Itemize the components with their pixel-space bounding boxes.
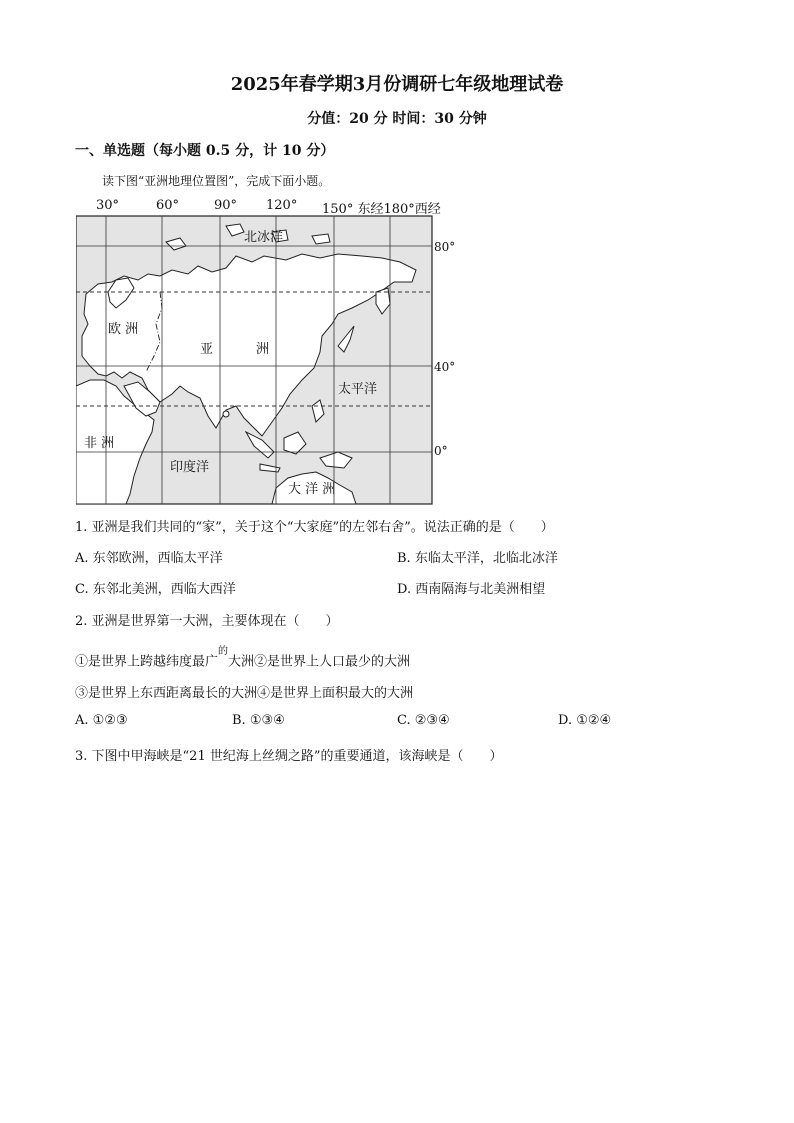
exam-title: 2025年春学期3月份调研七年级地理试卷: [230, 74, 564, 95]
statement-1-part-a: ①是世界上跨越纬度最广: [75, 654, 219, 670]
q1-option-c[interactable]: C. 东邻北美洲，西临大西洋: [75, 582, 236, 597]
statement-1-superscript: 的: [218, 646, 229, 657]
question-2-statement-line-2: ③是世界上东西距离最长的大洲④是世界上面积最大的大洲: [75, 686, 414, 701]
question-3-stem: 3. 下图中甲海峡是“21 世纪海上丝绸之路”的重要通道，该海峡是（ ）: [75, 749, 503, 764]
lon-label-30: 30°: [96, 198, 120, 213]
label-oceania: 大 洋 洲: [288, 482, 336, 497]
label-arctic-ocean: 北冰洋: [244, 230, 284, 245]
lon-label-120: 120°: [266, 198, 298, 213]
lat-label-80: 80°: [434, 240, 456, 254]
question-2-statement-line-1: [75, 648, 410, 669]
sri-lanka: [223, 411, 229, 417]
lon-label-90: 90°: [214, 198, 238, 213]
label-europe: 欧 洲: [108, 322, 139, 337]
q1-option-d[interactable]: D. 西南隔海与北美洲相望: [397, 582, 546, 597]
lat-label-40: 40°: [434, 360, 456, 374]
section-heading: 一、单选题（每小题 0.5 分，计 10 分）: [75, 143, 335, 159]
label-pacific: 太平洋: [338, 382, 378, 397]
question-2-stem: 2. 亚洲是世界第一大洲，主要体现在（ ）: [75, 614, 339, 629]
lon-label-60: 60°: [156, 198, 180, 213]
q2-option-b[interactable]: B. ①③④: [232, 713, 285, 728]
label-africa: 非 洲: [84, 436, 115, 451]
lat-label-0: 0°: [434, 444, 448, 458]
label-indian-ocean: 印度洋: [170, 460, 210, 475]
q1-option-b[interactable]: B. 东临太平洋，北临北冰洋: [397, 551, 558, 566]
arctic-island-4: [312, 234, 330, 244]
lon-label-150-180: 150° 东经180°西经: [322, 202, 441, 217]
q2-option-a[interactable]: A. ①②③: [75, 713, 128, 728]
statement-1-part-b: 大洲②是世界上人口最少的大洲: [228, 654, 411, 670]
map-intro: 读下图“亚洲地理位置图”，完成下面小题。: [102, 174, 331, 188]
question-1-stem: 1. 亚洲是我们共同的“家”，关于这个“大家庭”的左邻右舍”。说法正确的是（ ）: [75, 520, 554, 535]
label-asia-1: 亚: [200, 342, 214, 357]
label-asia-2: 洲: [256, 342, 270, 357]
exam-subtitle: 分值：20 分 时间：30 分钟: [307, 111, 487, 127]
asia-location-map: [76, 196, 456, 508]
q2-option-c[interactable]: C. ②③④: [397, 713, 450, 728]
q2-option-d[interactable]: D. ①②④: [558, 713, 612, 728]
q1-option-a[interactable]: A. 东邻欧洲，西临太平洋: [75, 551, 223, 566]
